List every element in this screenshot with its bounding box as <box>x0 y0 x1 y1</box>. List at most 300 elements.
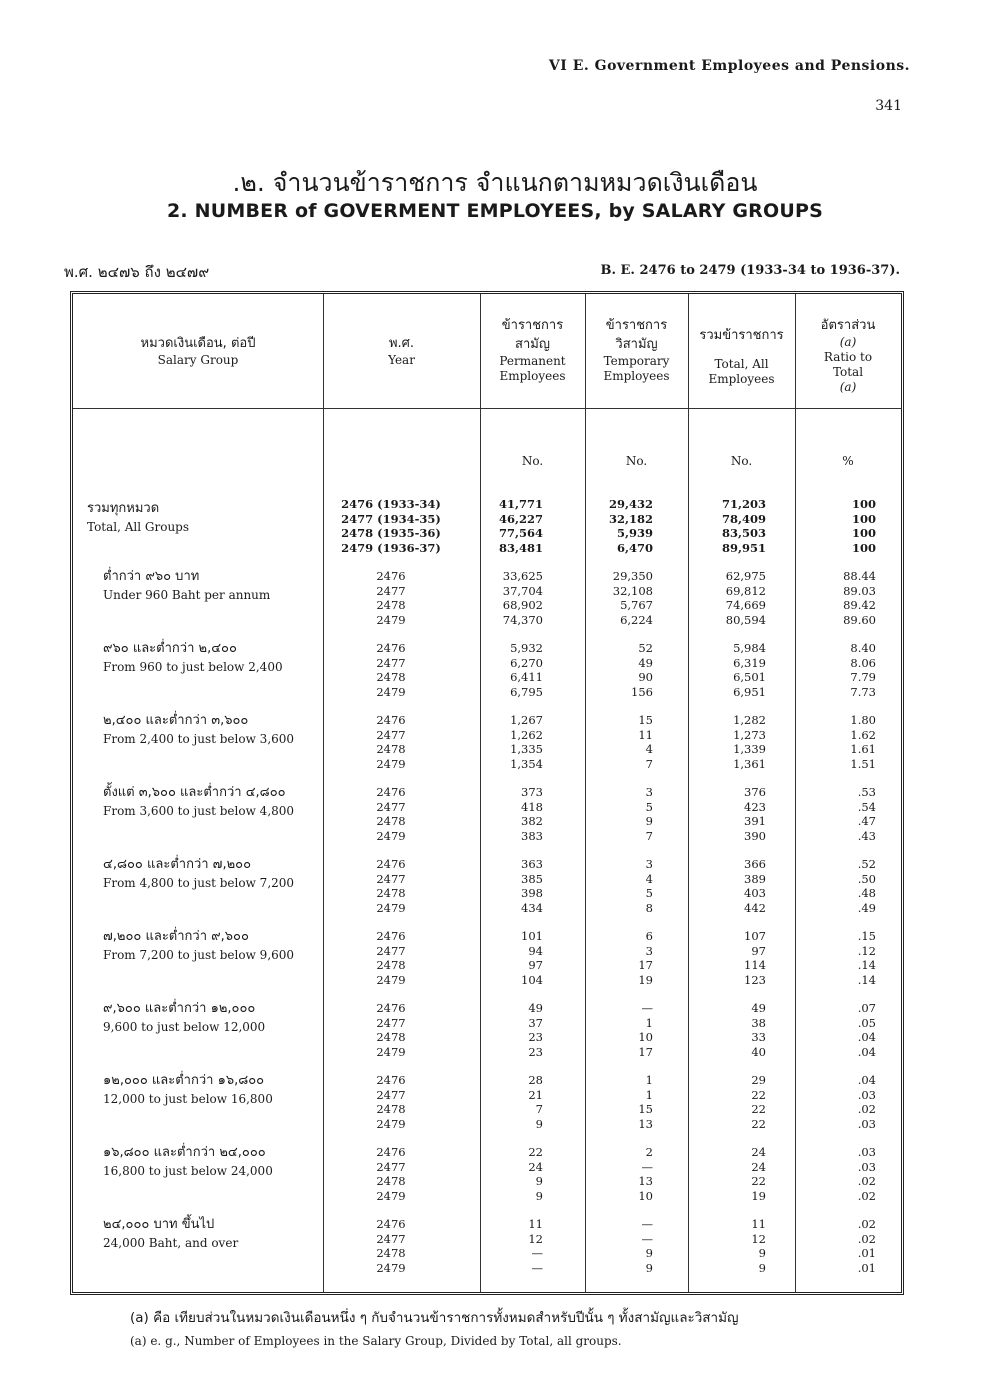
table-cell: 1,267 <box>510 713 543 727</box>
table-cell: 2476 (1933-34) <box>341 497 441 511</box>
column-ratio <box>821 857 876 915</box>
table-cell: .03 <box>857 1116 876 1131</box>
table-cell: 2479 <box>376 1044 406 1059</box>
salary-group-thai: ๙,๖๐๐ และต่ำกว่า ๑๒,๐๐๐ <box>103 1001 256 1016</box>
column-temporary <box>593 1145 653 1203</box>
table-cell: — <box>531 1246 543 1260</box>
page-number: 341 <box>875 98 902 114</box>
column-years <box>326 857 456 915</box>
table-cell: 2479 (1936-37) <box>341 540 441 555</box>
column-divider <box>480 294 481 1292</box>
table-cell: 2476 <box>376 785 406 799</box>
table-cell: 9 <box>535 1174 543 1188</box>
table-cell: 1.80 <box>850 713 876 727</box>
table-cell: 2478 <box>376 1030 406 1044</box>
table-cell: 23 <box>528 1030 543 1044</box>
table-cell: 2477 <box>376 1159 406 1174</box>
salary-group-label <box>103 639 283 677</box>
column-temporary <box>593 785 653 843</box>
table-cell: .02 <box>857 1188 876 1203</box>
table-cell: 13 <box>638 1174 653 1188</box>
table-cell: 22 <box>751 1116 766 1131</box>
table-cell: 2477 <box>376 799 406 814</box>
column-years <box>326 929 456 987</box>
table-cell: 69,812 <box>725 583 766 598</box>
page-title: 2. NUMBER of GOVERMENT EMPLOYEES, by SALARY GROUPS <box>167 200 823 222</box>
table-cell: 2478 <box>376 814 406 828</box>
table-cell: 2479 <box>376 684 406 699</box>
table-cell: 2478 (1935-36) <box>341 526 441 540</box>
column-total <box>696 1001 766 1059</box>
table-cell: 376 <box>744 785 766 799</box>
salary-group-english: Under 960 Baht per annum <box>103 588 271 602</box>
column-total <box>696 1073 766 1131</box>
salary-group-english: From 2,400 to just below 3,600 <box>103 732 295 746</box>
table-cell: 434 <box>521 900 543 915</box>
table-cell: 1.51 <box>850 756 876 771</box>
salary-group-label <box>103 927 294 965</box>
table-cell: 46,227 <box>498 511 543 526</box>
header-ratio: อัตราส่วน (a) Ratio to Total (a) <box>820 318 876 394</box>
salary-group-thai: รวมทุกหมวด <box>87 501 160 516</box>
table-cell: 2476 <box>376 1073 406 1087</box>
table-cell: 3 <box>645 943 653 958</box>
table-cell: 21 <box>528 1087 543 1102</box>
salary-group-english: From 960 to just below 2,400 <box>103 660 283 674</box>
table-cell: 2478 <box>376 670 406 684</box>
table-cell: 19 <box>638 972 653 987</box>
table-cell: 83,481 <box>498 540 543 555</box>
table-cell: 7 <box>645 756 653 771</box>
salary-group-english: 16,800 to just below 24,000 <box>103 1164 273 1178</box>
header-year: พ.ศ. Year <box>388 336 415 367</box>
table-cell: 1 <box>645 1015 653 1030</box>
table-cell: 2479 <box>376 828 406 843</box>
table-cell: .54 <box>857 799 876 814</box>
salary-group-english: 9,600 to just below 12,000 <box>103 1020 266 1034</box>
table-cell: 12 <box>528 1231 543 1246</box>
column-years <box>326 641 456 699</box>
unit-ratio: % <box>842 454 854 468</box>
table-cell: 19 <box>751 1188 766 1203</box>
salary-group-label <box>103 783 294 821</box>
table-cell: 9 <box>645 1260 653 1275</box>
column-total <box>696 785 766 843</box>
table-cell: 1,262 <box>510 727 543 742</box>
table-cell: 62,975 <box>725 569 766 583</box>
table-cell: 5,984 <box>733 641 766 655</box>
column-permanent <box>483 1217 543 1275</box>
table-cell: 1.61 <box>850 742 876 756</box>
table-cell: 7 <box>645 828 653 843</box>
table-cell: 7.73 <box>850 684 876 699</box>
header-salary-group: หมวดเงินเดือน, ต่อปี Salary Group <box>140 336 256 367</box>
table-cell: .04 <box>857 1044 876 1059</box>
table-cell: 423 <box>744 799 766 814</box>
table-cell: — <box>641 1217 653 1231</box>
table-cell: 2477 <box>376 1015 406 1030</box>
table-cell: 33,625 <box>502 569 543 583</box>
table-cell: 2477 <box>376 943 406 958</box>
table-cell: 97 <box>751 943 766 958</box>
table-cell: 101 <box>521 929 543 943</box>
table-cell: 385 <box>521 871 543 886</box>
table-cell: 373 <box>521 785 543 799</box>
table-cell: 2476 <box>376 1001 406 1015</box>
salary-group-english: From 3,600 to just below 4,800 <box>103 804 295 818</box>
table-cell: 4 <box>645 871 653 886</box>
table-cell: 2476 <box>376 641 406 655</box>
column-years <box>326 569 456 627</box>
table-cell: 22 <box>751 1102 766 1116</box>
table-cell: 37 <box>528 1015 543 1030</box>
table-cell: 11 <box>528 1217 543 1231</box>
column-ratio <box>821 569 876 627</box>
salary-group-label <box>103 1215 238 1253</box>
table-cell: 2477 <box>376 727 406 742</box>
table-cell: 9 <box>535 1116 543 1131</box>
salary-group-label <box>103 1071 273 1109</box>
table-cell: .02 <box>857 1217 876 1231</box>
column-total <box>696 497 766 555</box>
salary-group-label <box>103 711 294 749</box>
table-cell: 2479 <box>376 900 406 915</box>
table-cell: .14 <box>857 958 876 972</box>
table-cell: .43 <box>857 828 876 843</box>
column-years <box>326 1217 456 1275</box>
table-cell: .03 <box>857 1145 876 1159</box>
salary-group-english: 24,000 Baht, and over <box>103 1236 239 1250</box>
table-cell: 9 <box>645 1246 653 1260</box>
table-cell: .02 <box>857 1174 876 1188</box>
table-cell: — <box>531 1260 543 1275</box>
salary-group-thai: ๙๖๐ และต่ำกว่า ๒,๔๐๐ <box>103 641 237 656</box>
column-divider <box>795 294 796 1292</box>
column-permanent <box>483 641 543 699</box>
table-cell: 6,270 <box>510 655 543 670</box>
header-temporary: ข้าราชการ วิสามัญ Temporary Employees <box>603 318 670 383</box>
table-cell: .03 <box>857 1159 876 1174</box>
table-cell: 2478 <box>376 1174 406 1188</box>
column-temporary <box>593 497 653 555</box>
salary-group-english: From 7,200 to just below 9,600 <box>103 948 295 962</box>
salary-group-label <box>103 567 270 605</box>
table-cell: 74,370 <box>502 612 543 627</box>
table-cell: 6,795 <box>510 684 543 699</box>
table-cell: 1,339 <box>733 742 766 756</box>
table-cell: 68,902 <box>502 598 543 612</box>
table-cell: .04 <box>857 1073 876 1087</box>
table-cell: 89.60 <box>843 612 876 627</box>
table-cell: 114 <box>744 958 766 972</box>
table-cell: 1 <box>645 1073 653 1087</box>
table-cell: 22 <box>751 1174 766 1188</box>
salary-group-thai: ตั้งแต่ ๓,๖๐๐ และต่ำกว่า ๔,๘๐๐ <box>103 785 286 800</box>
table-cell: 403 <box>744 886 766 900</box>
table-cell: 29 <box>751 1073 766 1087</box>
table-cell: 366 <box>744 857 766 871</box>
salary-group-thai: ๑๖,๘๐๐ และต่ำกว่า ๒๔,๐๐๐ <box>103 1145 266 1160</box>
table-cell: 2476 <box>376 929 406 943</box>
column-temporary <box>593 929 653 987</box>
table-cell: 100 <box>851 511 876 526</box>
header-permanent: ข้าราชการ สามัญ Permanent Employees <box>499 318 566 383</box>
column-ratio <box>821 497 876 555</box>
salary-group-thai: ๒,๔๐๐ และต่ำกว่า ๓,๖๐๐ <box>103 713 249 728</box>
table-cell: 8 <box>645 900 653 915</box>
table-cell: 77,564 <box>498 526 543 540</box>
column-permanent <box>483 929 543 987</box>
table-cell: 78,409 <box>721 511 766 526</box>
table-cell: 2477 (1934-35) <box>341 511 441 526</box>
table-cell: 382 <box>521 814 543 828</box>
table-cell: 100 <box>851 526 876 540</box>
table-cell: 22 <box>528 1145 543 1159</box>
table-cell: 2478 <box>376 598 406 612</box>
column-temporary <box>593 713 653 771</box>
salary-group-thai: ต่ำกว่า ๙๖๐ บาท <box>103 569 200 584</box>
table-cell: 49 <box>751 1001 766 1015</box>
section-header: VI E. Government Employees and Pensions. <box>548 58 910 74</box>
table-cell: 9 <box>758 1246 766 1260</box>
table-cell: 29,432 <box>608 497 653 511</box>
table-cell: .53 <box>857 785 876 799</box>
table-cell: 2478 <box>376 1246 406 1260</box>
table-cell: 6,411 <box>510 670 543 684</box>
table-cell: 2476 <box>376 569 406 583</box>
column-permanent <box>483 1145 543 1203</box>
salary-group-english: Total, All Groups <box>87 520 190 534</box>
table-cell: 2477 <box>376 1231 406 1246</box>
table-cell: 97 <box>528 958 543 972</box>
table-cell: .15 <box>857 929 876 943</box>
table-cell: 2478 <box>376 1102 406 1116</box>
salary-table <box>70 291 904 1295</box>
column-ratio <box>821 1001 876 1059</box>
table-cell: 24 <box>751 1145 766 1159</box>
table-cell: 398 <box>521 886 543 900</box>
table-cell: .01 <box>857 1260 876 1275</box>
table-cell: 94 <box>528 943 543 958</box>
salary-group-thai: ๗,๒๐๐ และต่ำกว่า ๙,๖๐๐ <box>103 929 249 944</box>
page-title-thai: .๒. จำนวนข้าราชการ จำแนกตามหมวดเงินเดือน <box>232 168 758 197</box>
table-cell: .47 <box>857 814 876 828</box>
table-cell: .01 <box>857 1246 876 1260</box>
table-cell: 383 <box>521 828 543 843</box>
table-cell: 389 <box>744 871 766 886</box>
table-cell: 2477 <box>376 655 406 670</box>
table-cell: 9 <box>758 1260 766 1275</box>
table-cell: 1.62 <box>850 727 876 742</box>
column-permanent <box>483 1073 543 1131</box>
table-cell: 17 <box>638 1044 653 1059</box>
column-total <box>696 713 766 771</box>
header-divider <box>73 408 901 409</box>
table-cell: 2479 <box>376 1116 406 1131</box>
table-cell: 17 <box>638 958 653 972</box>
column-permanent <box>483 857 543 915</box>
table-cell: 15 <box>638 713 653 727</box>
table-cell: 1,273 <box>733 727 766 742</box>
column-total <box>696 569 766 627</box>
table-cell: .07 <box>857 1001 876 1015</box>
column-temporary <box>593 1001 653 1059</box>
table-cell: 37,704 <box>502 583 543 598</box>
table-cell: 2477 <box>376 1087 406 1102</box>
table-cell: 6,951 <box>733 684 766 699</box>
table-cell: 1,282 <box>733 713 766 727</box>
table-cell: 123 <box>744 972 766 987</box>
table-cell: 49 <box>528 1001 543 1015</box>
table-cell: .52 <box>857 857 876 871</box>
column-ratio <box>821 1073 876 1131</box>
table-cell: 8.40 <box>850 641 876 655</box>
table-cell: 74,669 <box>725 598 766 612</box>
table-cell: .05 <box>857 1015 876 1030</box>
salary-group-label <box>103 1143 273 1181</box>
table-cell: 5 <box>645 799 653 814</box>
column-permanent <box>483 1001 543 1059</box>
table-cell: 13 <box>638 1116 653 1131</box>
salary-group-english: 12,000 to just below 16,800 <box>103 1092 273 1106</box>
table-cell: — <box>641 1231 653 1246</box>
period-english: B. E. 2476 to 2479 (1933-34 to 1936-37). <box>600 263 900 278</box>
column-ratio <box>821 713 876 771</box>
column-divider <box>585 294 586 1292</box>
table-cell: 89,951 <box>721 540 766 555</box>
table-cell: 89.03 <box>843 583 876 598</box>
table-cell: 363 <box>521 857 543 871</box>
table-cell: .03 <box>857 1087 876 1102</box>
salary-group-thai: ๑๒,๐๐๐ และต่ำกว่า ๑๖,๘๐๐ <box>103 1073 265 1088</box>
column-ratio <box>821 1145 876 1203</box>
table-cell: 6 <box>645 929 653 943</box>
table-cell: .02 <box>857 1231 876 1246</box>
unit-temporary: No. <box>625 454 648 468</box>
table-cell: 418 <box>521 799 543 814</box>
table-cell: 107 <box>744 929 766 943</box>
salary-group-thai: ๔,๘๐๐ และต่ำกว่า ๗,๒๐๐ <box>103 857 252 872</box>
table-cell: 2 <box>645 1145 653 1159</box>
table-cell: 7.79 <box>850 670 876 684</box>
table-cell: 5 <box>645 886 653 900</box>
table-cell: 2478 <box>376 886 406 900</box>
table-cell: .48 <box>857 886 876 900</box>
table-cell: 38 <box>751 1015 766 1030</box>
table-cell: 49 <box>638 655 653 670</box>
table-cell: 24 <box>528 1159 543 1174</box>
salary-group-label <box>103 999 265 1037</box>
column-permanent <box>483 569 543 627</box>
table-cell: 9 <box>535 1188 543 1203</box>
table-cell: 100 <box>851 540 876 555</box>
table-cell: 41,771 <box>498 497 543 511</box>
table-cell: 6,470 <box>616 540 653 555</box>
table-cell: 156 <box>631 684 653 699</box>
column-years <box>326 785 456 843</box>
table-cell: 52 <box>638 641 653 655</box>
column-ratio <box>821 929 876 987</box>
footnote-english: (a) e. g., Number of Employees in the Salary Group, Divided by Total, all groups. <box>130 1334 622 1348</box>
table-cell: 40 <box>751 1044 766 1059</box>
table-cell: .14 <box>857 972 876 987</box>
table-cell: 1,361 <box>733 756 766 771</box>
table-cell: 2476 <box>376 713 406 727</box>
column-years <box>326 1001 456 1059</box>
table-cell: 2479 <box>376 612 406 627</box>
table-cell: 4 <box>645 742 653 756</box>
table-cell: 2478 <box>376 958 406 972</box>
column-ratio <box>821 641 876 699</box>
table-cell: 104 <box>521 972 543 987</box>
column-total <box>696 1145 766 1203</box>
column-ratio <box>821 1217 876 1275</box>
table-cell: 2476 <box>376 1145 406 1159</box>
table-cell: 6,501 <box>733 670 766 684</box>
table-cell: 9 <box>645 814 653 828</box>
table-cell: 88.44 <box>843 569 876 583</box>
table-cell: .50 <box>857 871 876 886</box>
period-thai: พ.ศ. ๒๔๗๖ ถึง ๒๔๗๙ <box>64 263 210 281</box>
column-temporary <box>593 1073 653 1131</box>
table-cell: .04 <box>857 1030 876 1044</box>
column-permanent <box>483 713 543 771</box>
table-cell: 71,203 <box>721 497 766 511</box>
table-cell: 28 <box>528 1073 543 1087</box>
table-cell: 6,224 <box>620 612 653 627</box>
salary-group-thai: ๒๔,๐๐๐ บาท ขึ้นไป <box>103 1217 215 1232</box>
column-years <box>326 1073 456 1131</box>
table-cell: .12 <box>857 943 876 958</box>
column-total <box>696 857 766 915</box>
table-cell: 2477 <box>376 583 406 598</box>
table-cell: 442 <box>744 900 766 915</box>
table-cell: 2479 <box>376 972 406 987</box>
table-cell: 7 <box>535 1102 543 1116</box>
table-cell: 80,594 <box>725 612 766 627</box>
table-cell: 1 <box>645 1087 653 1102</box>
table-cell: 2479 <box>376 1260 406 1275</box>
salary-group-label <box>87 499 189 537</box>
table-cell: 2478 <box>376 742 406 756</box>
column-temporary <box>593 857 653 915</box>
column-years <box>326 1145 456 1203</box>
table-cell: 5,767 <box>620 598 653 612</box>
column-divider <box>323 294 324 1292</box>
table-cell: 2477 <box>376 871 406 886</box>
column-temporary <box>593 641 653 699</box>
column-temporary <box>593 1217 653 1275</box>
table-cell: 2479 <box>376 756 406 771</box>
unit-total: No. <box>730 454 753 468</box>
table-cell: 11 <box>751 1217 766 1231</box>
table-cell: 3 <box>645 785 653 799</box>
column-total <box>696 929 766 987</box>
table-cell: 15 <box>638 1102 653 1116</box>
table-cell: 2476 <box>376 1217 406 1231</box>
unit-permanent: No. <box>521 454 544 468</box>
table-cell: 32,108 <box>612 583 653 598</box>
table-cell: 83,503 <box>721 526 766 540</box>
table-cell: 5,932 <box>510 641 543 655</box>
salary-group-english: From 4,800 to just below 7,200 <box>103 876 295 890</box>
table-cell: 33 <box>751 1030 766 1044</box>
header-total: รวมข้าราชการ Total, All Employees <box>699 328 784 386</box>
table-cell: 100 <box>851 497 876 511</box>
table-cell: 390 <box>744 828 766 843</box>
column-ratio <box>821 785 876 843</box>
table-cell: 12 <box>751 1231 766 1246</box>
